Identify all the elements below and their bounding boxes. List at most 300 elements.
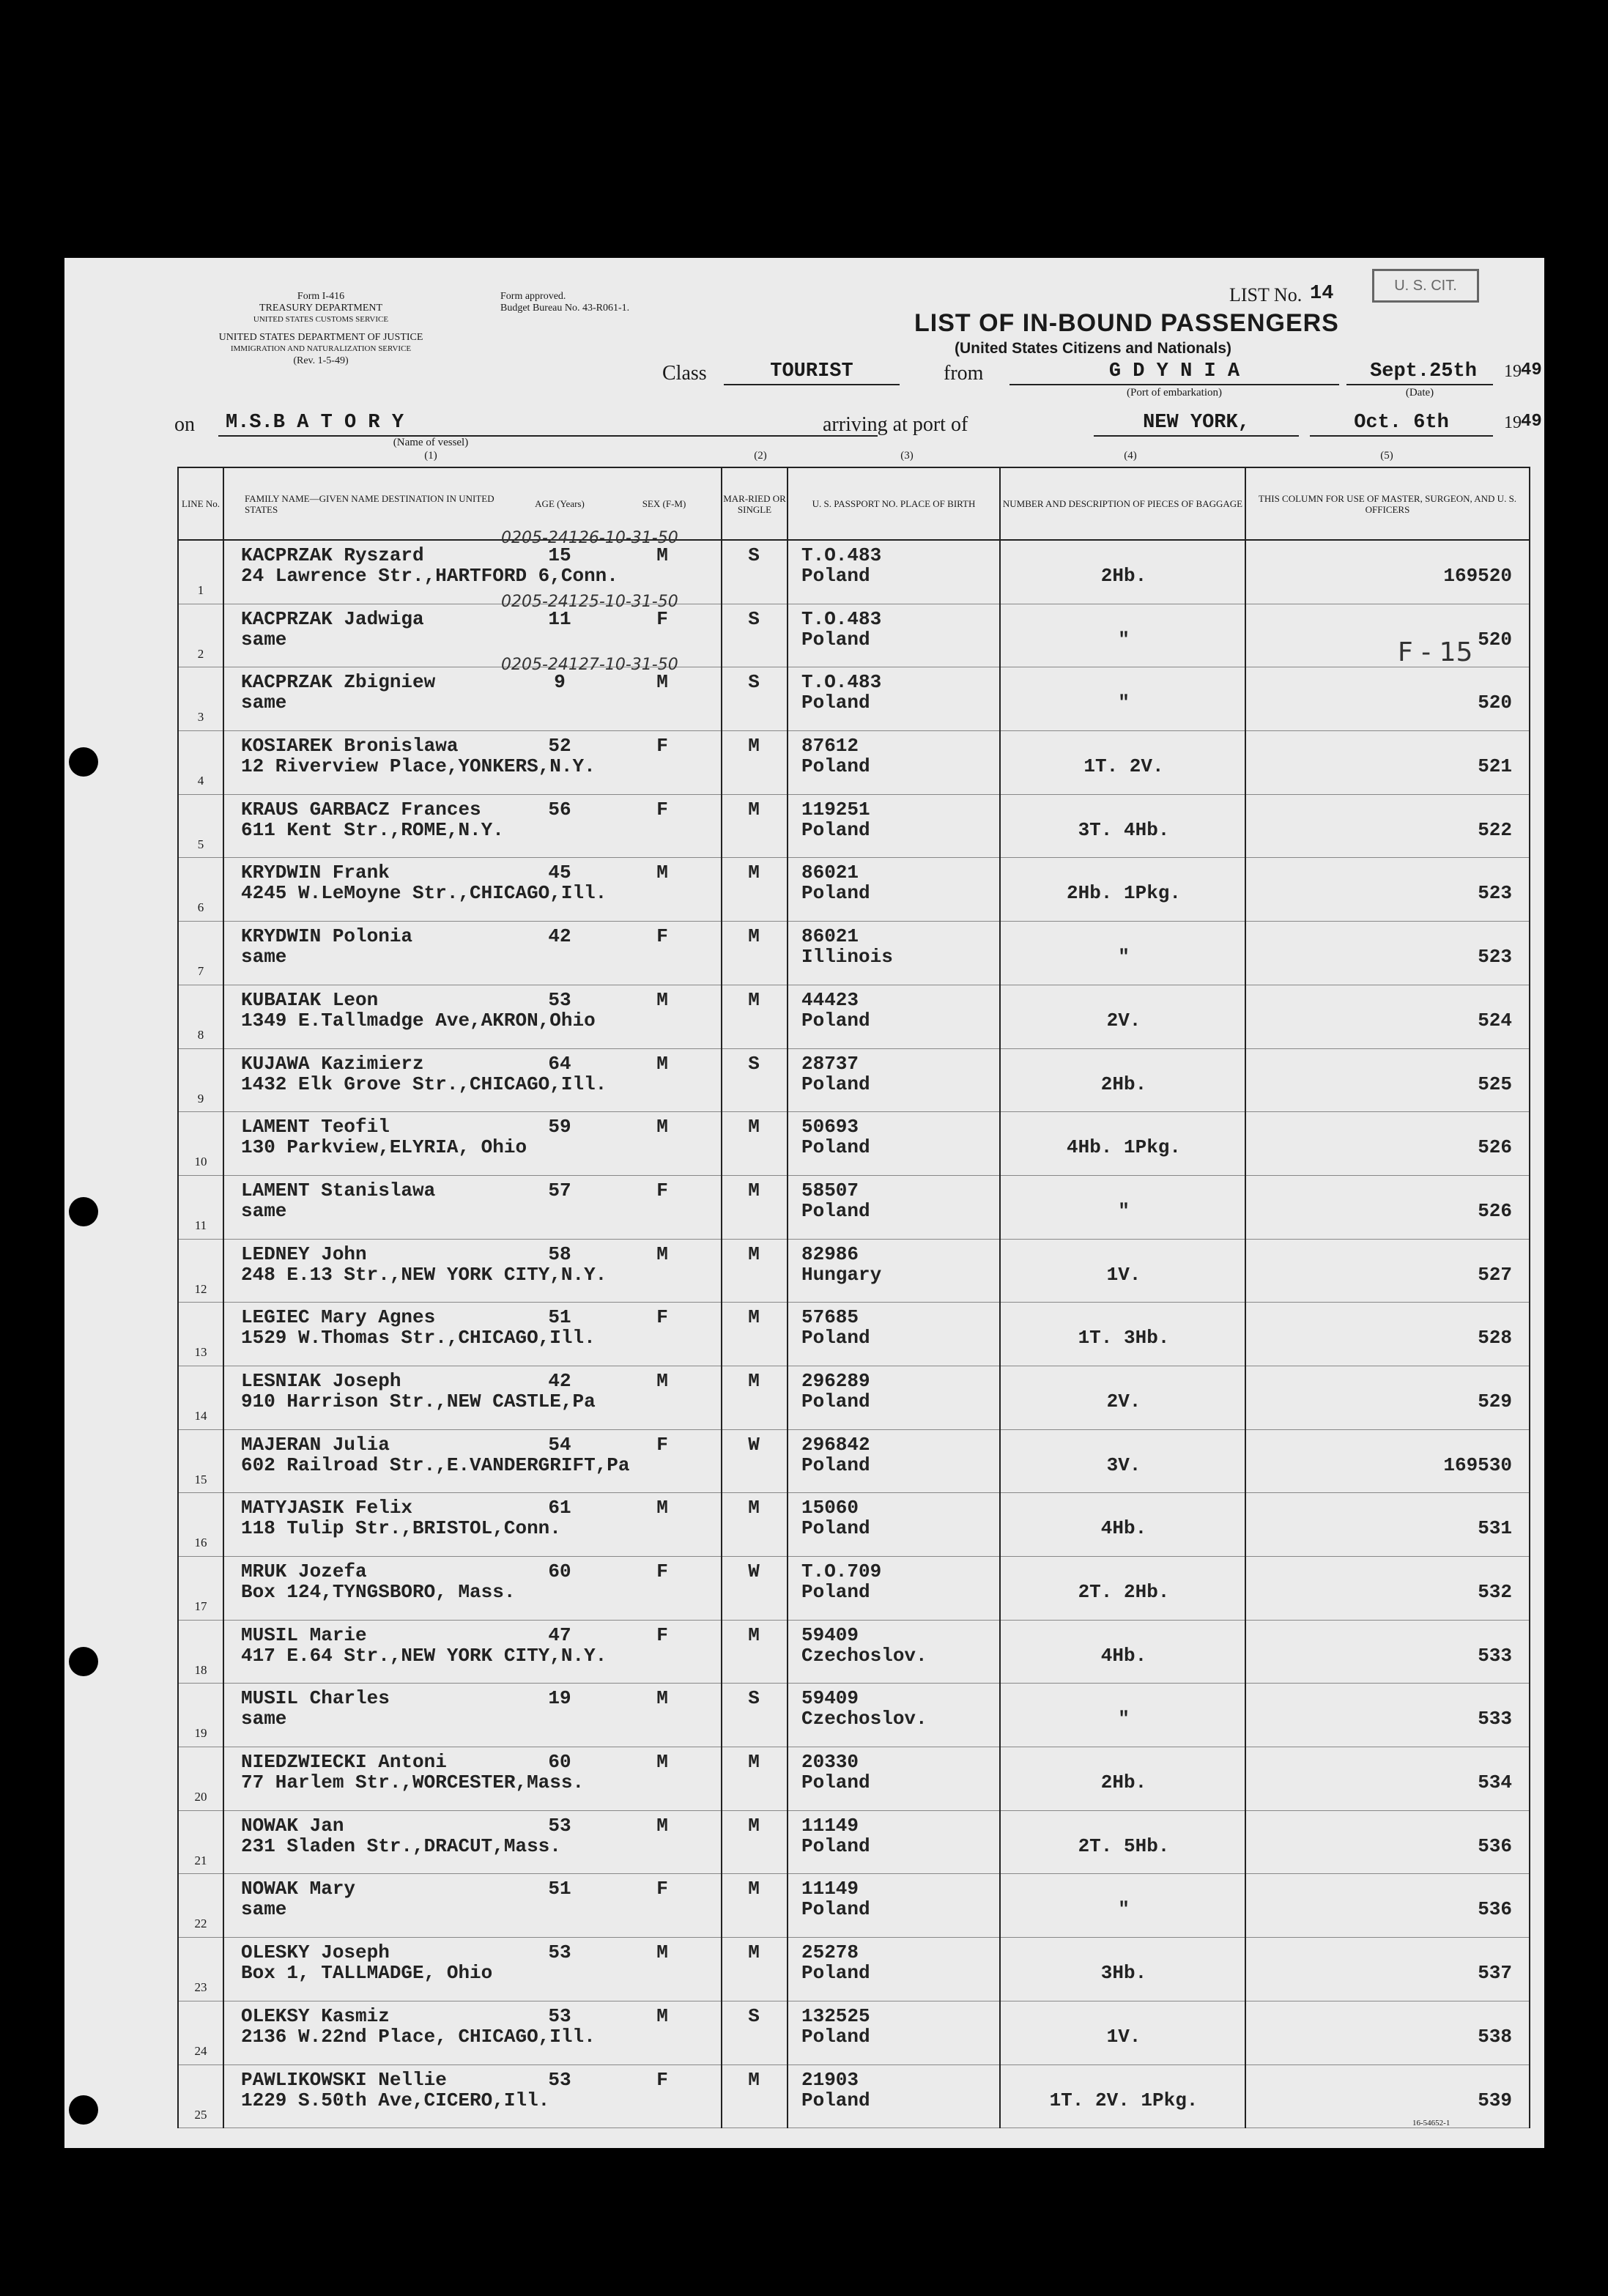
table-row — [179, 985, 1529, 1049]
officer-number: 169520 — [1443, 565, 1512, 587]
destination: 4245 W.LeMoyne Str.,CHICAGO,Ill. — [241, 882, 607, 905]
sex: F — [656, 925, 668, 948]
passenger-name: MUSIL Charles — [241, 1687, 390, 1710]
age: 53 — [548, 2068, 571, 2091]
col-passport: U. S. PASSPORT NO. PLACE OF BIRTH — [787, 468, 999, 539]
baggage: 3T. 4Hb. — [1078, 818, 1170, 841]
marital-status: W — [748, 1560, 760, 1582]
age: 47 — [548, 1623, 571, 1646]
sex: F — [656, 2068, 668, 2091]
age: 61 — [548, 1497, 571, 1519]
form-approved: Form approved. — [500, 291, 566, 302]
baggage: 2T. 5Hb. — [1078, 1834, 1170, 1857]
table-row — [179, 1811, 1529, 1875]
passenger-name: NIEDZWIECKI Antoni — [241, 1751, 447, 1774]
line-number: 16 — [194, 1536, 207, 1550]
vessel-name: M.S.B A T O R Y — [226, 412, 404, 434]
marital-status: S — [748, 1052, 760, 1075]
line-number: 17 — [194, 1599, 207, 1613]
class-value: TOURIST — [770, 360, 853, 382]
sex: M — [656, 1497, 668, 1519]
class-underline — [724, 384, 900, 385]
age: 11 — [548, 607, 571, 630]
line-number: 8 — [197, 1027, 204, 1042]
passport-number: 50693 — [801, 1116, 859, 1138]
baggage: 1T. 3Hb. — [1078, 1327, 1170, 1349]
marital-status: S — [748, 607, 760, 630]
passenger-name: KACPRZAK Zbigniew — [241, 671, 436, 694]
place-of-birth: Poland — [801, 1199, 870, 1222]
handwritten-note: 0205-24127-10-31-50 — [501, 656, 678, 675]
sex: M — [656, 1687, 668, 1710]
sex: F — [656, 1560, 668, 1582]
divider — [721, 539, 722, 2128]
destination: same — [241, 1199, 287, 1222]
col-number-1: (1) — [424, 450, 437, 462]
destination: 12 Riverview Place,YONKERS,N.Y. — [241, 755, 596, 778]
table-row — [179, 1303, 1529, 1366]
passport-number: 20330 — [801, 1751, 859, 1774]
age: 59 — [548, 1116, 571, 1138]
age: 53 — [548, 1814, 571, 1837]
passport-number: T.O.483 — [801, 671, 882, 694]
sex: M — [656, 1369, 668, 1392]
place-of-birth: Poland — [801, 628, 870, 651]
place-of-birth: Poland — [801, 1327, 870, 1349]
budget-bureau: Budget Bureau No. 43-R061-1. — [500, 303, 630, 314]
line-number: 9 — [197, 1091, 204, 1106]
on-label: on — [174, 413, 195, 436]
officer-number: 169530 — [1443, 1453, 1512, 1476]
age: 51 — [548, 1306, 571, 1329]
col-age: AGE (Years) — [535, 498, 585, 509]
officer-number: 526 — [1478, 1199, 1512, 1222]
officer-number: 533 — [1478, 1708, 1512, 1730]
table-row — [179, 1240, 1529, 1303]
officer-number: 525 — [1478, 1073, 1512, 1095]
line-number: 7 — [197, 964, 204, 979]
place-of-birth: Poland — [801, 1453, 870, 1476]
destination: 611 Kent Str.,ROME,N.Y. — [241, 818, 504, 841]
punch-hole — [69, 2095, 98, 2125]
baggage: 2V. — [1106, 1390, 1141, 1412]
passenger-name: LAMENT Stanislawa — [241, 1179, 436, 1201]
marital-status: M — [748, 1878, 760, 1900]
passport-number: 296842 — [801, 1433, 870, 1456]
officer-number: 533 — [1478, 1644, 1512, 1667]
officer-number: 524 — [1478, 1009, 1512, 1032]
line-number: 22 — [194, 1917, 207, 1931]
passenger-name: MAJERAN Julia — [241, 1433, 390, 1456]
sex: F — [656, 1306, 668, 1329]
embark-year: 49 — [1521, 360, 1542, 380]
line-number: 20 — [194, 1790, 207, 1804]
passenger-name: NOWAK Mary — [241, 1878, 356, 1900]
marital-status: M — [748, 1814, 760, 1837]
table-row — [179, 795, 1529, 859]
passport-number: T.O.483 — [801, 607, 882, 630]
destination: 77 Harlem Str.,WORCESTER,Mass. — [241, 1771, 585, 1794]
officer-number: 534 — [1478, 1771, 1512, 1794]
baggage: 2V. — [1106, 1009, 1141, 1032]
line-number: 10 — [194, 1155, 207, 1169]
passport-number: 15060 — [801, 1497, 859, 1519]
baggage: 1V. — [1106, 1263, 1141, 1286]
table-row — [179, 1049, 1529, 1113]
baggage: 4Hb. 1Pkg. — [1066, 1136, 1182, 1159]
baggage: 4Hb. — [1100, 1517, 1147, 1540]
passenger-name: LAMENT Teofil — [241, 1116, 390, 1138]
arrival-year: 49 — [1521, 412, 1542, 432]
marital-status: M — [748, 798, 760, 821]
age: 54 — [548, 1433, 571, 1456]
passenger-name: MUSIL Marie — [241, 1623, 367, 1646]
marital-status: M — [748, 1116, 760, 1138]
sex: M — [656, 988, 668, 1011]
from-label: from — [944, 362, 984, 385]
line-number: 25 — [194, 2107, 207, 2122]
sex: M — [656, 1814, 668, 1837]
table-row — [179, 922, 1529, 985]
passenger-name: MATYJASIK Felix — [241, 1497, 413, 1519]
embark-caption: (Port of embarkation) — [1127, 387, 1222, 399]
col-number-5: (5) — [1380, 450, 1393, 462]
table-row — [179, 1684, 1529, 1747]
passenger-name: OLESKY Joseph — [241, 1941, 390, 1964]
passport-number: 28737 — [801, 1052, 859, 1075]
age: 56 — [548, 798, 571, 821]
marital-status: S — [748, 544, 760, 566]
table-row — [179, 1493, 1529, 1557]
officer-number: 521 — [1478, 755, 1512, 778]
passenger-name: MRUK Jozefa — [241, 1560, 367, 1582]
place-of-birth: Poland — [801, 1771, 870, 1794]
line-number: 15 — [194, 1472, 207, 1486]
destination: 1432 Elk Grove Str.,CHICAGO,Ill. — [241, 1073, 607, 1095]
destination: 118 Tulip Str.,BRISTOL,Conn. — [241, 1517, 561, 1540]
treasury-dept: TREASURY DEPARTMENT — [259, 303, 383, 314]
destination: same — [241, 692, 287, 714]
marital-status: S — [748, 671, 760, 694]
marital-status: S — [748, 2004, 760, 2027]
place-of-birth: Poland — [801, 565, 870, 587]
age: 15 — [548, 544, 571, 566]
line-number: 2 — [197, 646, 204, 661]
form-number: Form I-416 — [297, 291, 345, 302]
embark-date: Sept.25th — [1370, 360, 1477, 382]
table-row — [179, 1176, 1529, 1240]
line-number: 5 — [197, 837, 204, 851]
vessel-caption: (Name of vessel) — [393, 437, 469, 448]
baggage: 2Hb. 1Pkg. — [1066, 882, 1182, 905]
age: 64 — [548, 1052, 571, 1075]
place-of-birth: Poland — [801, 1073, 870, 1095]
passenger-name: KACPRZAK Ryszard — [241, 544, 424, 566]
age: 45 — [548, 862, 571, 884]
passenger-name: PAWLIKOWSKI Nellie — [241, 2068, 447, 2091]
officer-number: 526 — [1478, 1136, 1512, 1159]
place-of-birth: Poland — [801, 2025, 870, 2048]
place-of-birth: Poland — [801, 1517, 870, 1540]
passenger-name: LEGIEC Mary Agnes — [241, 1306, 436, 1329]
table-row — [179, 656, 1529, 731]
destination: same — [241, 628, 287, 651]
sex: M — [656, 1941, 668, 1964]
table-row — [179, 1747, 1529, 1811]
officer-number: 536 — [1478, 1834, 1512, 1857]
place-of-birth: Poland — [801, 1136, 870, 1159]
handwritten-mark: F - 15 — [1398, 637, 1473, 667]
justice-dept: UNITED STATES DEPARTMENT OF JUSTICE — [218, 332, 423, 343]
line-number: 1 — [197, 583, 204, 597]
marital-status: W — [748, 1433, 760, 1456]
age: 53 — [548, 2004, 571, 2027]
line-number: 18 — [194, 1662, 207, 1677]
page-title: LIST OF IN-BOUND PASSENGERS — [914, 309, 1339, 337]
divider — [1245, 539, 1246, 2128]
line-number: 12 — [194, 1281, 207, 1296]
passport-number: 57685 — [801, 1306, 859, 1329]
sex: M — [656, 544, 668, 566]
passport-number: 59409 — [801, 1687, 859, 1710]
age: 60 — [548, 1560, 571, 1582]
officer-number: 520 — [1478, 692, 1512, 714]
destination: 248 E.13 Str.,NEW YORK CITY,N.Y. — [241, 1263, 607, 1286]
footer-code: 16-54652-1 — [1412, 2119, 1450, 2127]
destination: 130 Parkview,ELYRIA, Ohio — [241, 1136, 527, 1159]
baggage: " — [1118, 1708, 1130, 1730]
table-row — [179, 1557, 1529, 1621]
passport-number: 86021 — [801, 925, 859, 948]
baggage: 2Hb. — [1100, 1073, 1147, 1095]
place-of-birth: Czechoslov. — [801, 1644, 927, 1667]
officer-number: 537 — [1478, 1962, 1512, 1985]
line-number: 21 — [194, 1853, 207, 1867]
officer-number: 531 — [1478, 1517, 1512, 1540]
year-prefix-2: 19 — [1504, 413, 1522, 432]
officer-number: 529 — [1478, 1390, 1512, 1412]
baggage: 1T. 2V. — [1083, 755, 1164, 778]
table-row — [179, 1366, 1529, 1430]
passport-number: 44423 — [801, 988, 859, 1011]
officer-number: 523 — [1478, 946, 1512, 969]
age: 53 — [548, 1941, 571, 1964]
baggage: " — [1118, 1199, 1130, 1222]
punch-hole — [69, 1197, 98, 1226]
line-number: 24 — [194, 2043, 207, 2058]
punch-hole — [69, 1647, 98, 1676]
passenger-name: KUJAWA Kazimierz — [241, 1052, 424, 1075]
sex: M — [656, 862, 668, 884]
col-name: FAMILY NAME—GIVEN NAME DESTINATION IN UNITED STATES — [223, 468, 512, 539]
destination: 231 Sladen Str.,DRACUT,Mass. — [241, 1834, 561, 1857]
port-of-arrival: NEW YORK, — [1143, 412, 1250, 434]
passenger-name: KRYDWIN Polonia — [241, 925, 413, 948]
place-of-birth: Poland — [801, 692, 870, 714]
destination: 417 E.64 Str.,NEW YORK CITY,N.Y. — [241, 1644, 607, 1667]
destination: 24 Lawrence Str.,HARTFORD 6,Conn. — [241, 565, 618, 587]
baggage: 4Hb. — [1100, 1644, 1147, 1667]
year-prefix-1: 19 — [1504, 362, 1522, 381]
age: 9 — [554, 671, 566, 694]
baggage: 3V. — [1106, 1453, 1141, 1476]
destination: same — [241, 946, 287, 969]
passport-number: 58507 — [801, 1179, 859, 1201]
age: 52 — [548, 735, 571, 758]
place-of-birth: Poland — [801, 755, 870, 778]
age: 42 — [548, 925, 571, 948]
baggage: " — [1118, 628, 1130, 651]
col-number-2: (2) — [754, 450, 767, 462]
destination: Box 124,TYNGSBORO, Mass. — [241, 1581, 516, 1603]
table-row — [179, 2065, 1529, 2129]
passenger-name: KRAUS GARBACZ Frances — [241, 798, 481, 821]
baggage: " — [1118, 692, 1130, 714]
marital-status: M — [748, 925, 760, 948]
age: 58 — [548, 1243, 571, 1265]
line-number: 6 — [197, 900, 204, 915]
passenger-table — [177, 467, 1530, 2128]
embark-underline — [1009, 384, 1339, 385]
passport-number: T.O.709 — [801, 1560, 882, 1582]
age: 19 — [548, 1687, 571, 1710]
baggage: 1V. — [1106, 2025, 1141, 2048]
place-of-birth: Czechoslov. — [801, 1708, 927, 1730]
table-row — [179, 1938, 1529, 2001]
sex: F — [656, 1878, 668, 1900]
baggage: 1T. 2V. 1Pkg. — [1049, 2089, 1198, 2111]
destination: 2136 W.22nd Place, CHICAGO,Ill. — [241, 2025, 596, 2048]
col-officers: THIS COLUMN FOR USE OF MASTER, SURGEON, AND U. S. OFFICERS — [1245, 468, 1529, 539]
handwritten-note: 0205-24126-10-31-50 — [501, 529, 678, 547]
col-baggage: NUMBER AND DESCRIPTION OF PIECES OF BAGGAGE — [999, 468, 1245, 539]
table-row — [179, 1874, 1529, 1938]
baggage: " — [1118, 946, 1130, 969]
officer-number: 538 — [1478, 2025, 1512, 2048]
manifest-page — [64, 258, 1544, 2148]
destination: 910 Harrison Str.,NEW CASTLE,Pa — [241, 1390, 596, 1412]
age: 53 — [548, 988, 571, 1011]
line-number: 14 — [194, 1408, 207, 1423]
divider — [999, 539, 1001, 2128]
passenger-name: LEDNEY John — [241, 1243, 367, 1265]
date-underline — [1346, 384, 1493, 385]
baggage: 3Hb. — [1100, 1962, 1147, 1985]
line-number: 23 — [194, 1980, 207, 1995]
officer-number: 527 — [1478, 1263, 1512, 1286]
place-of-birth: Poland — [801, 1009, 870, 1032]
officer-number: 528 — [1478, 1327, 1512, 1349]
col-number-4: (4) — [1124, 450, 1137, 462]
place-of-birth: Poland — [801, 1962, 870, 1985]
passport-number: T.O.483 — [801, 544, 882, 566]
place-of-birth: Poland — [801, 2089, 870, 2111]
sex: F — [656, 1433, 668, 1456]
marital-status: M — [748, 1369, 760, 1392]
table-header — [179, 468, 1529, 541]
marital-status: M — [748, 1941, 760, 1964]
line-number: 11 — [194, 1218, 207, 1232]
passenger-name: LESNIAK Joseph — [241, 1369, 401, 1392]
officer-number: 523 — [1478, 882, 1512, 905]
sex: M — [656, 1751, 668, 1774]
marital-status: M — [748, 988, 760, 1011]
age: 51 — [548, 1878, 571, 1900]
destination: same — [241, 1898, 287, 1921]
passport-number: 11149 — [801, 1814, 859, 1837]
ins-service: IMMIGRATION AND NATURALIZATION SERVICE — [230, 344, 412, 353]
sex: F — [656, 798, 668, 821]
table-row — [179, 731, 1529, 795]
baggage: 2Hb. — [1100, 565, 1147, 587]
sex: F — [656, 607, 668, 630]
officer-number: 520 — [1478, 628, 1512, 651]
table-row — [179, 1112, 1529, 1176]
list-no-value: 14 — [1310, 283, 1334, 305]
destination: 1529 W.Thomas Str.,CHICAGO,Ill. — [241, 1327, 596, 1349]
col-sex: SEX (F-M) — [642, 498, 686, 509]
passenger-name: KRYDWIN Frank — [241, 862, 390, 884]
passport-number: 132525 — [801, 2004, 870, 2027]
form-revision: (Rev. 1-5-49) — [293, 355, 349, 366]
marital-status: M — [748, 1243, 760, 1265]
passport-number: 82986 — [801, 1243, 859, 1265]
marital-status: M — [748, 1751, 760, 1774]
col-number-3: (3) — [900, 450, 914, 462]
destination: Box 1, TALLMADGE, Ohio — [241, 1962, 493, 1985]
destination: 1349 E.Tallmadge Ave,AKRON,Ohio — [241, 1009, 596, 1032]
list-no-label: LIST No. — [1229, 284, 1303, 305]
line-number: 4 — [197, 774, 204, 788]
passport-number: 21903 — [801, 2068, 859, 2091]
baggage: 2T. 2Hb. — [1078, 1581, 1170, 1603]
handwritten-note: 0205-24125-10-31-50 — [501, 592, 678, 611]
passenger-name: NOWAK Jan — [241, 1814, 344, 1837]
table-row — [179, 529, 1529, 604]
sex: F — [656, 735, 668, 758]
marital-status: M — [748, 1497, 760, 1519]
table-body — [179, 529, 1529, 2128]
class-label: Class — [662, 362, 707, 385]
col-married: MAR-RIED OR SINGLE — [721, 468, 787, 539]
page-subtitle: (United States Citizens and Nationals) — [955, 340, 1232, 357]
port-of-embarkation: G D Y N I A — [1108, 360, 1240, 382]
table-row — [179, 2001, 1529, 2065]
passport-number: 59409 — [801, 1623, 859, 1646]
destination: same — [241, 1708, 287, 1730]
sex: M — [656, 2004, 668, 2027]
table-row — [179, 1430, 1529, 1494]
sex: M — [656, 671, 668, 694]
sex: F — [656, 1179, 668, 1201]
arrival-date: Oct. 6th — [1354, 412, 1449, 434]
line-number: 13 — [194, 1345, 207, 1360]
passport-number: 296289 — [801, 1369, 870, 1392]
destination: 602 Railroad Str.,E.VANDERGRIFT,Pa — [241, 1453, 630, 1476]
divider — [223, 539, 224, 2128]
line-number: 3 — [197, 710, 204, 725]
arrival-underline — [1094, 435, 1299, 437]
passenger-name: KACPRZAK Jadwiga — [241, 607, 424, 630]
place-of-birth: Hungary — [801, 1263, 882, 1286]
place-of-birth: Poland — [801, 882, 870, 905]
place-of-birth: Poland — [801, 1581, 870, 1603]
age: 60 — [548, 1751, 571, 1774]
passenger-name: OLEKSY Kasmiz — [241, 2004, 390, 2027]
passenger-name: KOSIAREK Bronislawa — [241, 735, 459, 758]
arrival-date-underline — [1310, 435, 1493, 437]
marital-status: M — [748, 1623, 760, 1646]
